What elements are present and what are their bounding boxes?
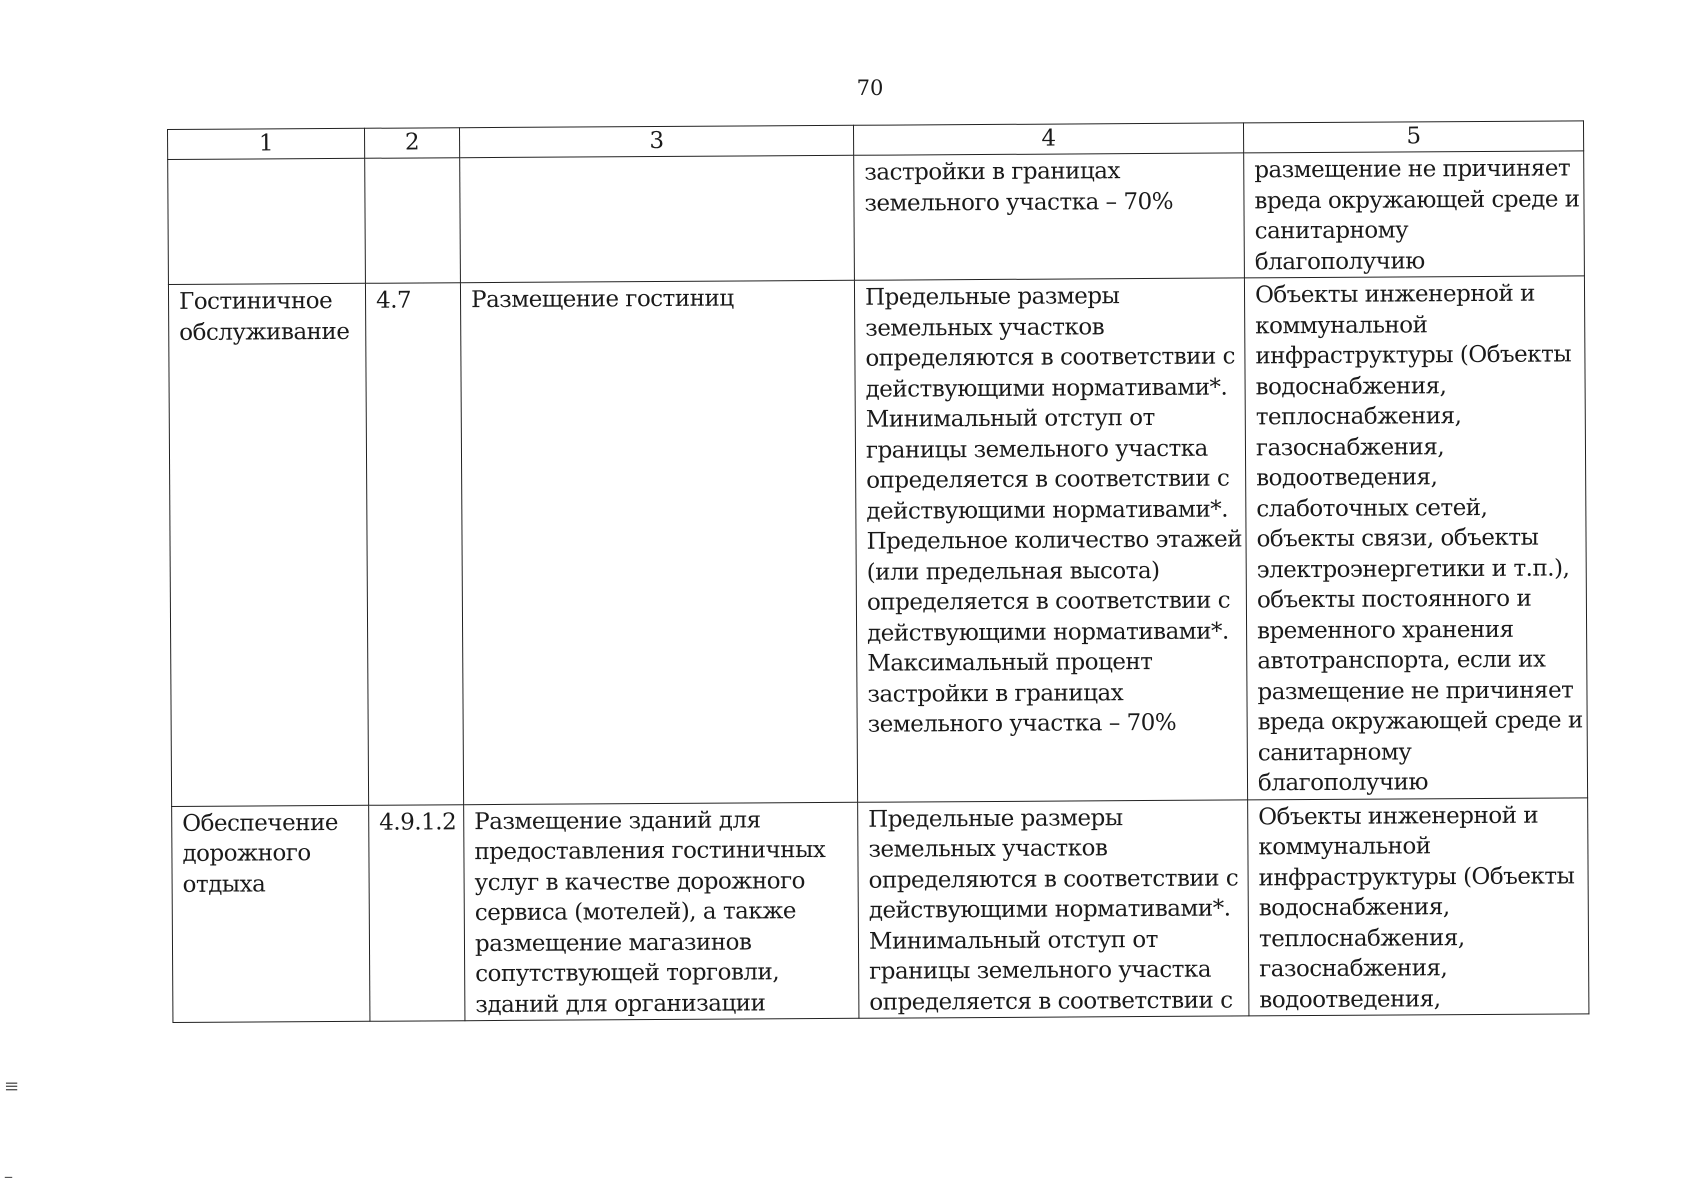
table-row-road-rest (172, 797, 1589, 1022)
description-cell (460, 155, 855, 282)
cell-line: санитарному (1257, 738, 1412, 766)
margin-mark: – (4, 1166, 13, 1187)
cell-line: санитарному (1254, 217, 1409, 245)
auxiliary-objects-cell (1244, 151, 1585, 278)
header-col-3: 3 (459, 125, 853, 157)
cell-line: Размещение зданий для (474, 806, 761, 835)
cell-line: инфраструктуры (Объекты (1255, 341, 1572, 370)
cell-line: объекты связи, объекты (1256, 524, 1539, 553)
cell-line: размещение не причиняет (1254, 155, 1571, 184)
cell-line: земельных участков (865, 313, 1105, 342)
cell-line: Максимальный процент (867, 648, 1153, 677)
cell-line: 4.7 (375, 287, 412, 314)
cell-line: услуг в качестве дорожного (474, 867, 806, 896)
cell-line: Минимальный отступ от (865, 404, 1155, 433)
cell-line: газоснабжения, (1255, 433, 1445, 461)
use-type-cell (168, 158, 366, 284)
cell-line: газоснабжения, (1259, 955, 1448, 983)
cell-line: Предельные размеры (868, 804, 1123, 833)
use-type-cell (168, 283, 368, 806)
cell-line: водоотведения, (1259, 985, 1441, 1013)
cell-line: коммунальной (1258, 833, 1431, 861)
cell-line: определяется в соответствии с (866, 465, 1230, 494)
use-type-cell (172, 805, 370, 1023)
margin-mark: ≡ (4, 1076, 20, 1097)
cell-line: инфраструктуры (Объекты (1258, 862, 1575, 891)
cell-line: автотранспорта, если их (1257, 646, 1546, 675)
cell-line: Предельные размеры (864, 283, 1120, 311)
cell-line: зданий для организации (475, 989, 766, 1018)
cell-line: предоставления гостиничных (474, 836, 826, 866)
code-cell (365, 158, 461, 284)
cell-line: действующими нормативами*. (868, 895, 1231, 924)
cell-line: водоотведения, (1256, 464, 1438, 492)
parameters-cell (858, 799, 1249, 1018)
cell-line: временного хранения (1257, 616, 1514, 644)
cell-line: благополучию (1254, 247, 1425, 275)
table-row-hotel-service (168, 276, 1587, 806)
cell-line: Размещение гостиниц (470, 285, 734, 314)
parameters-cell (854, 153, 1245, 280)
code-cell (365, 283, 463, 805)
cell-line: Минимальный отступ от (868, 926, 1159, 955)
cell-line: действующими нормативами*. (867, 618, 1229, 647)
cell-line: Объекты инженерной и (1258, 802, 1539, 830)
description-cell (464, 802, 859, 1021)
cell-line: определяются в соответствии с (868, 864, 1239, 894)
cell-line: (или предельная высота) (866, 557, 1160, 586)
cell-line: теплоснабжения, (1255, 403, 1462, 431)
cell-line: теплоснабжения, (1258, 924, 1465, 952)
cell-line: определяется в соответствии с (866, 587, 1231, 616)
cell-line: Предельное количество этажей (866, 526, 1243, 555)
cell-line: 4.9.1.2 (379, 808, 457, 836)
cell-line: дорожного (182, 840, 311, 867)
cell-line: действующими нормативами*. (865, 374, 1228, 403)
cell-line: объекты постоянного и (1256, 585, 1532, 614)
cell-line: водоснабжения, (1255, 372, 1447, 400)
cell-line: Обеспечение (182, 809, 339, 837)
cell-line: земельного участка – 70% (867, 709, 1177, 738)
header-col-5: 5 (1243, 121, 1583, 153)
auxiliary-objects-cell (1244, 276, 1587, 800)
cell-line: электроэнергетики и т.п.), (1256, 554, 1570, 583)
cell-line: размещение не причиняет (1257, 676, 1574, 705)
land-use-table (167, 120, 1589, 1023)
cell-line: границы земельного участка (865, 435, 1208, 464)
cell-line: застройки в границах (867, 679, 1124, 708)
cell-line: размещение магазинов (474, 928, 752, 957)
cell-line: вреда окружающей среде и (1254, 185, 1580, 214)
cell-line: земельного участка – 70% (864, 188, 1174, 217)
cell-line: обслуживание (179, 318, 350, 346)
code-cell (369, 804, 465, 1021)
cell-line: границы земельного участка (869, 956, 1212, 985)
cell-line: определяется в соответствии с (869, 987, 1233, 1016)
table-row-continuation (168, 151, 1585, 285)
page-number: 70 (856, 76, 884, 100)
parameters-cell (854, 278, 1247, 802)
cell-line: Объекты инженерной и (1254, 280, 1536, 309)
cell-line: определяются в соответствии с (865, 343, 1236, 372)
auxiliary-objects-cell (1248, 797, 1589, 1016)
cell-line: благополучию (1257, 769, 1429, 797)
cell-line: вреда окружающей среде и (1257, 707, 1583, 736)
header-col-1: 1 (168, 128, 365, 159)
cell-line: отдыха (182, 870, 266, 898)
cell-line: коммунальной (1255, 311, 1428, 339)
cell-line: слаботочных сетей, (1256, 494, 1488, 522)
cell-line: действующими нормативами*. (866, 496, 1229, 525)
description-cell (460, 280, 857, 804)
cell-line: сопутствующей торговли, (475, 959, 780, 988)
header-col-4: 4 (853, 123, 1243, 155)
header-col-2: 2 (364, 128, 459, 159)
cell-line: земельных участков (868, 835, 1108, 863)
cell-line: водоснабжения, (1258, 894, 1450, 922)
cell-line: Гостиничное (178, 287, 333, 315)
cell-line: застройки в границах (864, 158, 1121, 186)
cell-line: сервиса (мотелей), а также (474, 898, 797, 927)
